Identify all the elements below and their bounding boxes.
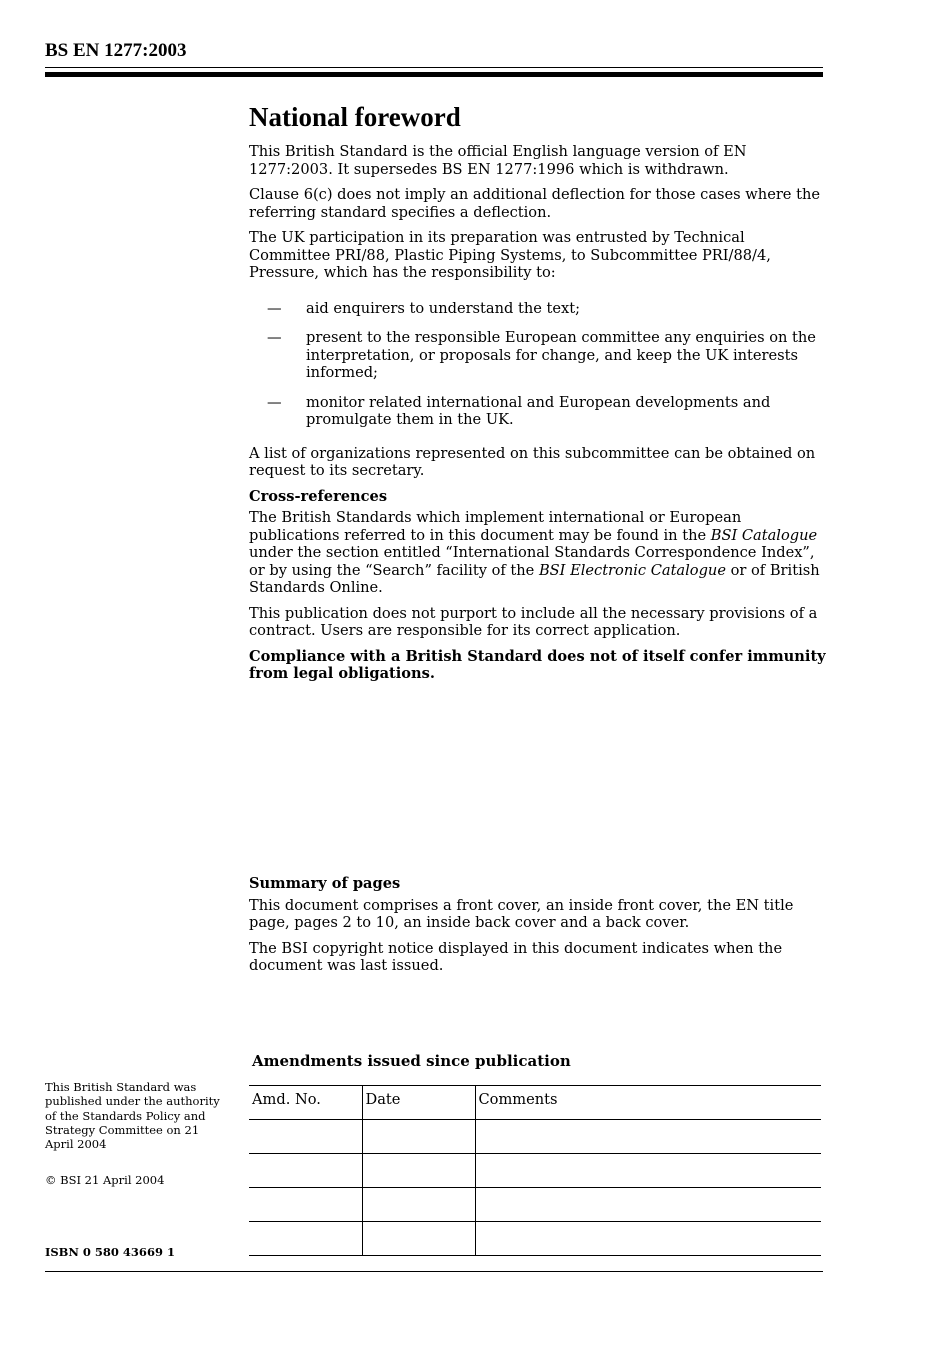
table-row bbox=[249, 1120, 821, 1154]
table-cell bbox=[249, 1120, 362, 1154]
copyright-line: © BSI 21 April 2004 bbox=[45, 1173, 165, 1187]
authority-text: This British Standard was published under the authority of the Standards Policy and Strategy Committee on 21 April 2004 bbox=[45, 1080, 220, 1152]
table-cell bbox=[362, 1188, 475, 1222]
paragraph-clause: Clause 6(c) does not imply an additional deflection for those cases where the referring standard specifies a deflection. bbox=[249, 186, 820, 221]
copyright-notice-paragraph: The BSI copyright notice displayed in this document indicates when the document was last issued. bbox=[249, 939, 783, 974]
list-item bbox=[249, 329, 829, 382]
publication-authority bbox=[45, 1080, 230, 1151]
table-row bbox=[249, 1154, 821, 1188]
paragraph-crossref bbox=[249, 509, 829, 597]
compliance-statement: Compliance with a British Standard does not of itself confer immunity from legal obligations. bbox=[249, 647, 826, 682]
table-cell bbox=[249, 1188, 362, 1222]
crossref-heading: Cross-references bbox=[249, 487, 388, 505]
list-item-text: aid enquirers to understand the text; bbox=[306, 299, 581, 317]
table-cell bbox=[249, 1222, 362, 1256]
summary-paragraph: This document comprises a front cover, an inside front cover, the EN title page, pages 2 to 10, an inside back cover and a back cover. bbox=[249, 896, 794, 931]
table-row bbox=[249, 1188, 821, 1222]
column-header: Amd. No. bbox=[249, 1086, 362, 1120]
foreword-section bbox=[249, 100, 829, 691]
responsibility-list bbox=[249, 300, 829, 429]
dash-marker: — bbox=[267, 393, 282, 411]
bsi-electronic-catalogue-ref: BSI Electronic Catalogue bbox=[538, 561, 726, 579]
page-title: National foreword bbox=[249, 102, 461, 132]
table-cell bbox=[475, 1154, 821, 1188]
crossref-text: under the section entitled “International Standards Correspondence Index”, or by using the “Search” facility of the bbox=[249, 544, 815, 579]
amendments-title: Amendments issued since publication bbox=[252, 1052, 571, 1070]
header-rule-thick bbox=[45, 72, 823, 77]
footer-rule bbox=[45, 1271, 823, 1272]
list-item bbox=[249, 300, 829, 318]
table-cell bbox=[362, 1222, 475, 1256]
table-cell bbox=[249, 1154, 362, 1188]
table-cell bbox=[475, 1222, 821, 1256]
crossref-text: or of British Standards Online. bbox=[249, 561, 820, 596]
crossref-text: The British Standards which implement international or European publications referred to in this document may be found in the bbox=[249, 509, 742, 544]
paragraph-supersedes: This British Standard is the official English language version of EN 1277:2003. It supersedes BS EN 1277:1996 which is withdrawn. bbox=[249, 143, 747, 178]
summary-heading: Summary of pages bbox=[249, 875, 401, 892]
list-item-text: monitor related international and European developments and promulgate them in the UK. bbox=[306, 393, 771, 428]
amendments-table bbox=[249, 1085, 821, 1256]
column-header: Date bbox=[362, 1086, 475, 1120]
paragraph-provisions: This publication does not purport to include all the necessary provisions of a contract. Users are responsible for its correct application. bbox=[249, 604, 818, 639]
dash-marker: — bbox=[267, 329, 282, 346]
table-cell bbox=[475, 1188, 821, 1222]
table-cell bbox=[362, 1154, 475, 1188]
isbn: ISBN 0 580 43669 1 bbox=[45, 1245, 175, 1259]
column-header: Comments bbox=[475, 1086, 821, 1120]
dash-marker: — bbox=[267, 299, 282, 317]
table-cell bbox=[475, 1120, 821, 1154]
list-item-text: present to the responsible European committee any enquiries on the interpretation, or proposals for change, and keep the UK interests informed; bbox=[306, 329, 816, 381]
summary-section bbox=[249, 875, 829, 983]
table-row bbox=[249, 1222, 821, 1256]
table-header-row bbox=[249, 1086, 821, 1120]
bsi-catalogue-ref: BSI Catalogue bbox=[710, 526, 818, 544]
list-item bbox=[249, 394, 829, 429]
paragraph-organizations: A list of organizations represented on this subcommittee can be obtained on request to its secretary. bbox=[249, 444, 816, 479]
paragraph-participation: The UK participation in its preparation was entrusted by Technical Committee PRI/88, Plastic Piping Systems, to Subcommittee PRI/88/4, Pressure, which has the responsibility to: bbox=[249, 229, 771, 281]
table-cell bbox=[362, 1120, 475, 1154]
document-id: BS EN 1277:2003 bbox=[45, 40, 187, 61]
header-rule-thin bbox=[45, 67, 823, 68]
